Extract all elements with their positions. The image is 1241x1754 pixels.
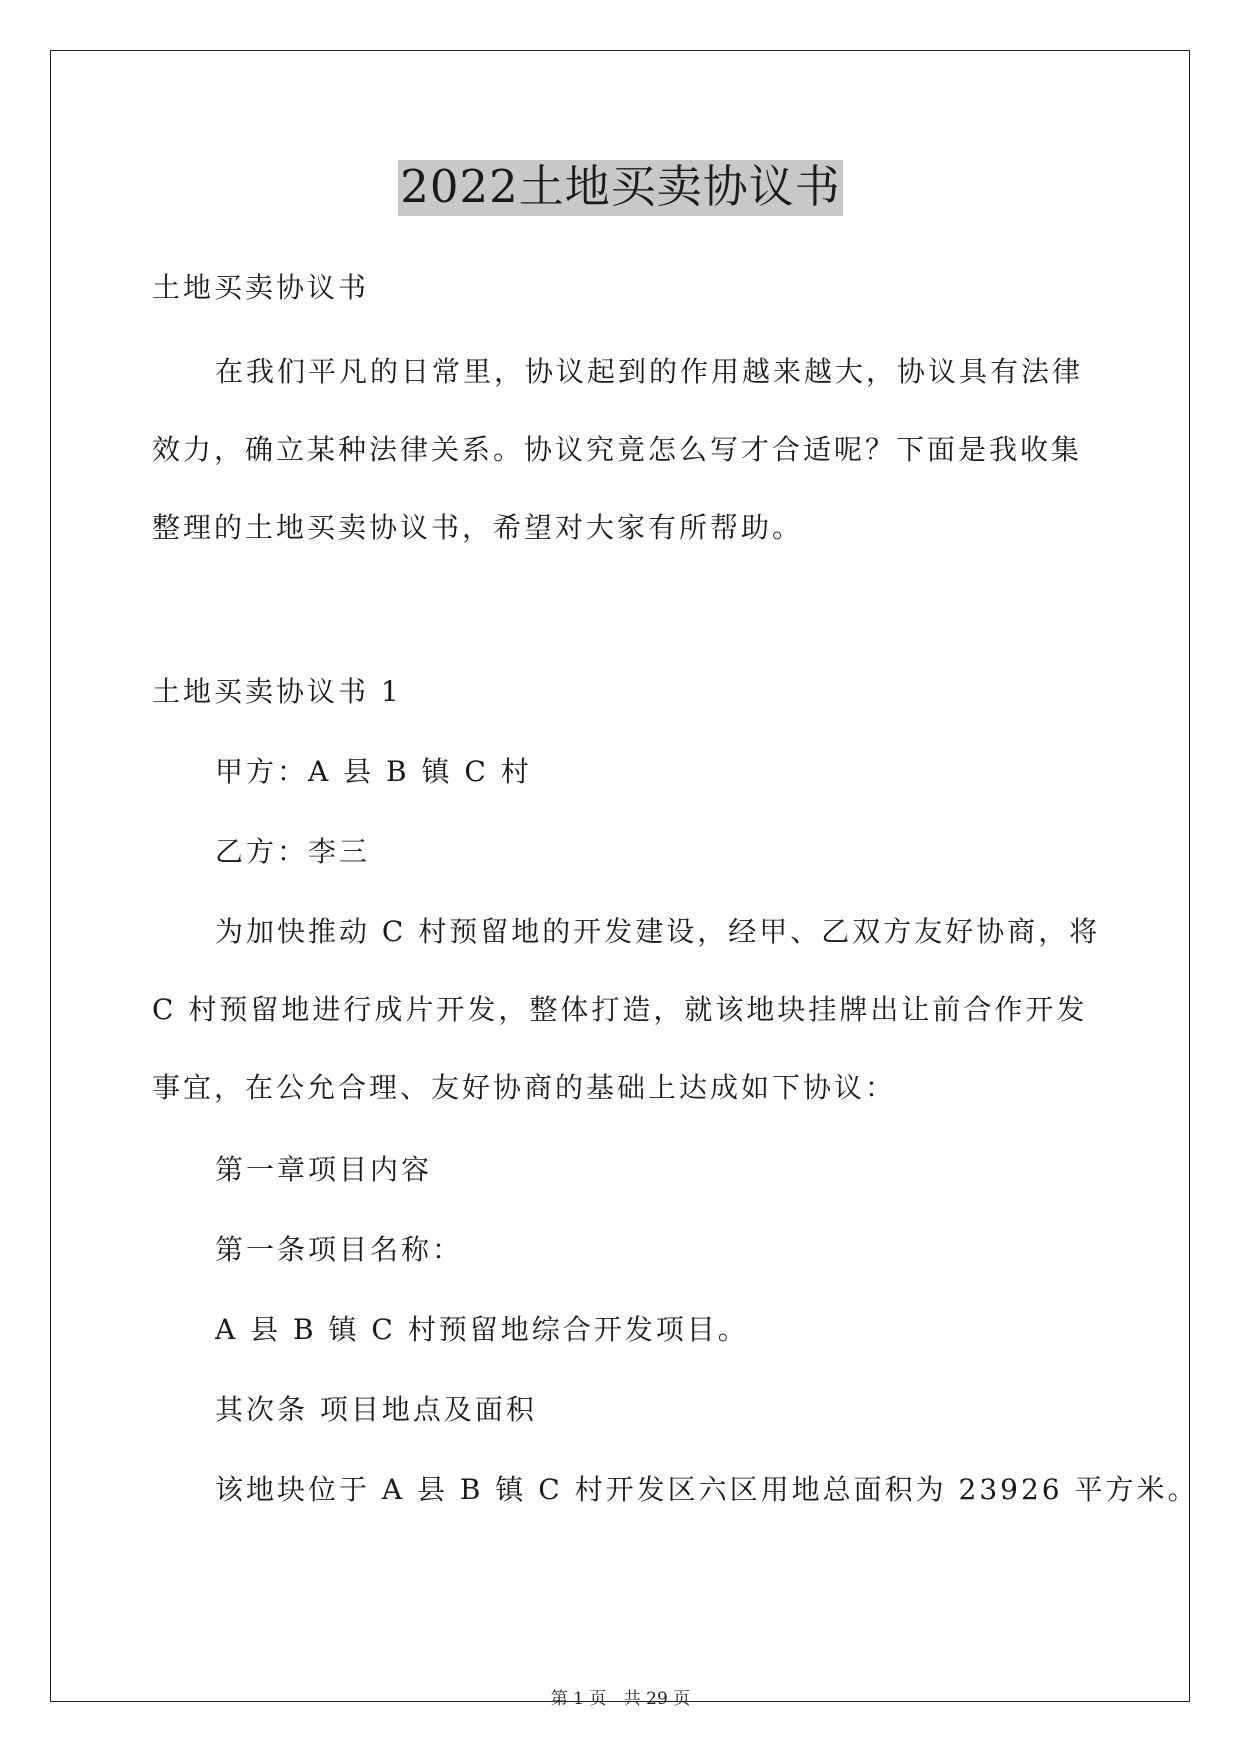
chapter-heading: 第一章项目内容: [215, 1153, 433, 1186]
clause-heading: 其次条 项目地点及面积: [215, 1393, 537, 1426]
paragraph-line: C 村预留地进行成片开发，整体打造，就该地块挂牌出让前合作开发: [152, 993, 1088, 1026]
section-heading: 土地买卖协议书: [152, 271, 370, 304]
party-a: 甲方：A 县 B 镇 C 村: [215, 755, 532, 788]
page-total: 共 29 页: [623, 1689, 691, 1709]
paragraph-line: 事宜，在公允合理、友好协商的基础上达成如下协议：: [152, 1071, 897, 1104]
paragraph-line: 为加快推动 C 村预留地的开发建设，经甲、乙双方友好协商，将: [215, 915, 1101, 948]
clause-text: A 县 B 镇 C 村预留地综合开发项目。: [215, 1313, 749, 1346]
paragraph-line: 效力，确立某种法律关系。协议究竟怎么写才合适呢？下面是我收集: [152, 433, 1083, 466]
page-number: 第 1 页: [550, 1689, 607, 1709]
document-title: [0, 160, 1241, 216]
clause-text: 该地块位于 A 县 B 镇 C 村开发区六区用地总面积为 23926 平方米。: [215, 1473, 1199, 1506]
document-title-text: 2022土地买卖协议书: [398, 160, 843, 216]
paragraph-line: 在我们平凡的日常里，协议起到的作用越来越大，协议具有法律: [215, 355, 1084, 388]
party-b: 乙方：李三: [215, 835, 371, 868]
clause-heading: 第一条项目名称：: [215, 1233, 464, 1266]
section-heading: 土地买卖协议书 1: [152, 675, 402, 708]
page-footer: [0, 1684, 1241, 1709]
paragraph-line: 整理的土地买卖协议书，希望对大家有所帮助。: [152, 511, 804, 544]
